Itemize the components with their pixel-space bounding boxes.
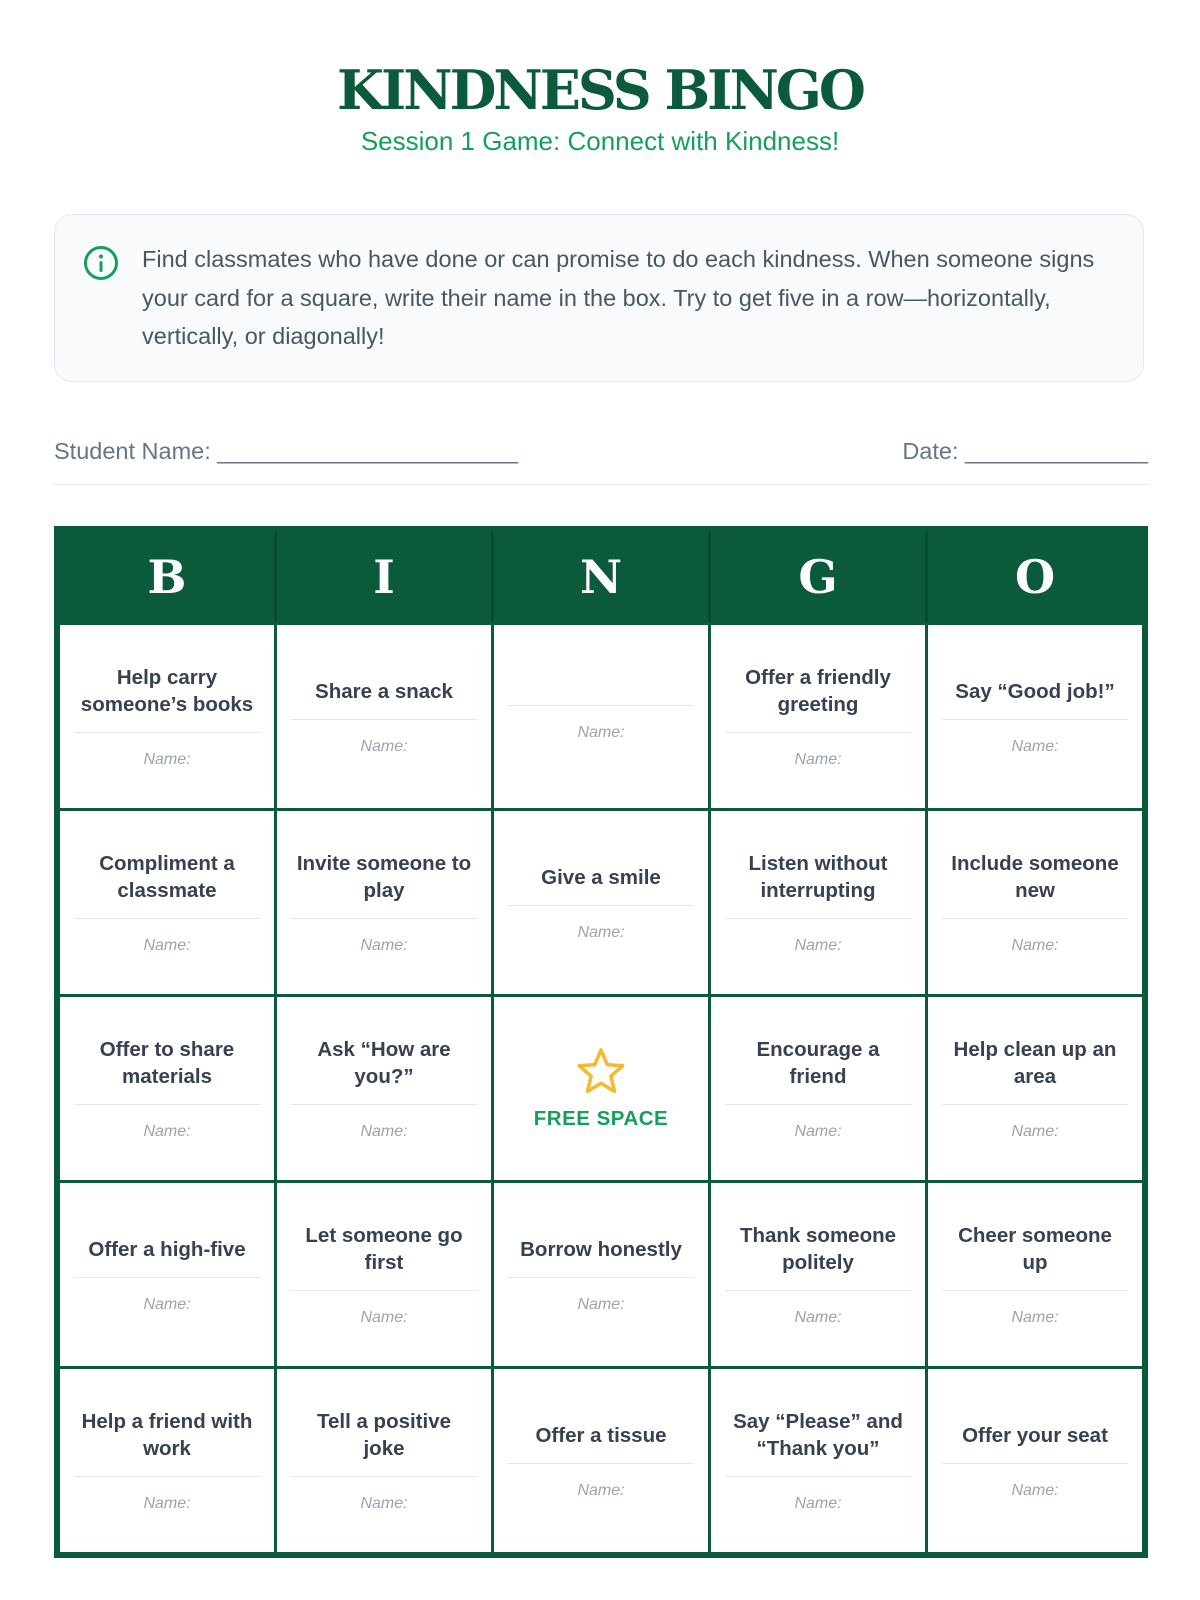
cell-name-label: Name: (794, 1309, 842, 1326)
cell-divider (291, 1104, 477, 1105)
cell-name-label: Name: (794, 937, 842, 954)
bingo-cell[interactable] (60, 811, 274, 994)
cell-divider (291, 1290, 477, 1291)
bingo-cell-text: Tell a positive joke (316, 1410, 452, 1460)
info-icon (83, 245, 119, 281)
cell-divider (725, 1476, 911, 1477)
bingo-cell[interactable] (60, 625, 274, 808)
bingo-letter-g: G (708, 532, 925, 622)
bingo-cell-text: Compliment a classmate (99, 852, 235, 902)
bingo-cell[interactable] (928, 997, 1142, 1180)
cell-name-label: Name: (794, 751, 842, 768)
cell-name-label: Name: (1011, 1481, 1059, 1499)
bingo-cell[interactable] (711, 811, 925, 994)
bingo-cell[interactable] (711, 1183, 925, 1366)
cell-name-label: Name: (360, 1123, 408, 1140)
cell-divider (74, 918, 260, 919)
bingo-cell-text: Help carry someone’s books (80, 666, 254, 716)
star-icon (576, 1047, 626, 1095)
bingo-cell[interactable] (60, 997, 274, 1180)
bingo-cell[interactable] (711, 1369, 925, 1552)
cell-name-label: Name: (360, 1309, 408, 1326)
bingo-cell-text: Cheer someone up (958, 1224, 1112, 1274)
bingo-cell-text: Encourage a friend (756, 1038, 880, 1088)
bingo-cell-text: Give a smile (541, 865, 661, 889)
cell-divider (74, 1277, 260, 1278)
cell-name-label: Name: (577, 724, 625, 741)
bingo-letter-n: N (491, 532, 708, 622)
cell-divider (942, 719, 1128, 720)
cell-name-label: Name: (794, 1495, 842, 1512)
page-title: KINDNESS BINGO (337, 58, 863, 122)
bingo-cell-text: Offer a tissue (535, 1423, 667, 1447)
cell-name-label: Name: (360, 1495, 408, 1512)
bingo-card (54, 526, 1148, 1558)
date-field[interactable]: Date: ______________ (902, 438, 1148, 464)
bingo-cell-text: Let someone go first (305, 1224, 463, 1274)
cell-divider (74, 1476, 260, 1477)
instructions-box (54, 214, 1144, 382)
bingo-cell[interactable] (928, 1183, 1142, 1366)
bingo-cell-text: Invite someone to play (296, 852, 472, 902)
bingo-cell-text: Help clean up an area (953, 1038, 1117, 1088)
page-header (0, 58, 1200, 158)
bingo-cell-text: Say “Good job!” (955, 679, 1115, 703)
cell-divider (725, 1104, 911, 1105)
cell-name-label: Name: (143, 1495, 191, 1512)
cell-divider (508, 905, 694, 906)
bingo-cell-text: Ask “How are you?” (317, 1038, 451, 1088)
bingo-cell[interactable] (494, 1369, 708, 1552)
cell-name-label: Name: (1011, 737, 1059, 755)
cell-divider (942, 1463, 1128, 1464)
free-space-cell[interactable] (494, 997, 708, 1180)
bingo-letter-i: I (274, 532, 491, 622)
cell-divider (291, 719, 477, 720)
bingo-cell[interactable] (928, 811, 1142, 994)
bingo-cell[interactable] (494, 625, 708, 808)
bingo-letter-o: O (925, 532, 1142, 622)
cell-name-label: Name: (577, 923, 625, 941)
cell-divider (291, 918, 477, 919)
bingo-cell-text: Offer your seat (962, 1423, 1108, 1447)
bingo-cell[interactable] (494, 1183, 708, 1366)
bingo-cell[interactable] (711, 625, 925, 808)
bingo-cell-text: Offer a high-five (88, 1237, 246, 1261)
instructions-text: Find classmates who have done or can promise to do each kindness. When someone signs your card for a square, write their name in the box. Try to get five in a row—horizontally, vertically, or diagonally! (142, 246, 1095, 349)
bingo-grid (60, 625, 1142, 1552)
bingo-cell[interactable] (277, 997, 491, 1180)
bingo-cell-text: Help a friend with work (81, 1410, 253, 1460)
cell-divider (74, 1104, 260, 1105)
bingo-cell[interactable] (494, 811, 708, 994)
student-info-row (54, 438, 1148, 485)
cell-name-label: Name: (794, 1123, 842, 1140)
page-subtitle: Session 1 Game: Connect with Kindness! (360, 126, 840, 156)
cell-divider (942, 1290, 1128, 1291)
cell-name-label: Name: (360, 937, 408, 954)
cell-name-label: Name: (143, 1295, 191, 1313)
bingo-cell-text: Share a snack (315, 679, 453, 703)
bingo-cell-text: Listen without interrupting (748, 852, 888, 902)
cell-divider (508, 1277, 694, 1278)
cell-name-label: Name: (1011, 1123, 1059, 1140)
bingo-cell-text: Offer a friendly greeting (745, 666, 891, 716)
bingo-cell[interactable] (711, 997, 925, 1180)
bingo-cell-text: Say “Please” and “Thank you” (733, 1410, 903, 1460)
bingo-cell[interactable] (60, 1183, 274, 1366)
cell-divider (291, 1476, 477, 1477)
bingo-cell[interactable] (277, 811, 491, 994)
cell-name-label: Name: (1011, 1309, 1059, 1326)
cell-name-label: Name: (360, 737, 408, 755)
cell-divider (508, 705, 694, 706)
cell-name-label: Name: (143, 1123, 191, 1140)
cell-divider (725, 732, 911, 733)
cell-name-label: Name: (577, 1481, 625, 1499)
bingo-header-row (60, 532, 1142, 622)
cell-divider (725, 918, 911, 919)
bingo-cell[interactable] (928, 1369, 1142, 1552)
bingo-cell[interactable] (277, 1369, 491, 1552)
cell-name-label: Name: (1011, 937, 1059, 954)
cell-divider (508, 1463, 694, 1464)
bingo-cell[interactable] (277, 1183, 491, 1366)
free-space-label: FREE SPACE (533, 1106, 669, 1130)
bingo-cell-text: Offer to share materials (99, 1038, 235, 1088)
bingo-cell-text: Borrow honestly (520, 1237, 682, 1261)
bingo-cell-text: Include someone new (951, 852, 1119, 902)
bingo-cell[interactable] (60, 1369, 274, 1552)
cell-name-label: Name: (143, 937, 191, 954)
cell-divider (74, 732, 260, 733)
cell-divider (942, 1104, 1128, 1105)
cell-divider (725, 1290, 911, 1291)
bingo-letter-b: B (147, 550, 187, 604)
student-name-field[interactable]: Student Name: _______________________ (54, 438, 518, 464)
cell-name-label: Name: (577, 1295, 625, 1313)
cell-divider (942, 918, 1128, 919)
bingo-cell-text: Thank someone politely (739, 1224, 897, 1274)
cell-name-label: Name: (143, 751, 191, 768)
bingo-cell[interactable] (928, 625, 1142, 808)
bingo-cell[interactable] (277, 625, 491, 808)
